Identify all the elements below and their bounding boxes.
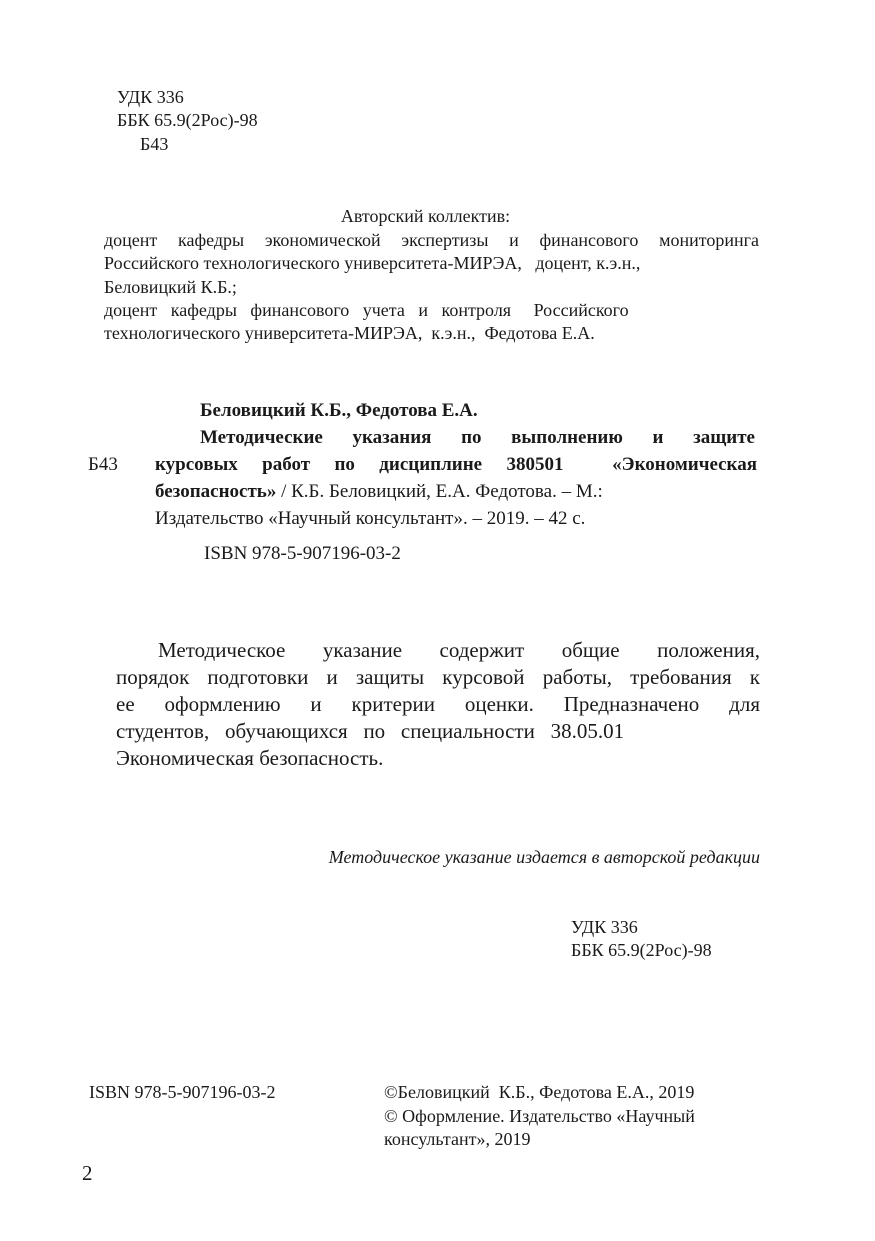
author2-line1: доцент кафедры финансового учета и контроля Российского	[104, 300, 629, 320]
annotation-line5: Экономическая безопасность.	[116, 746, 384, 770]
author-mark-code: Б43	[140, 134, 169, 154]
annotation-line1: Методическое указание содержит общие положения,	[158, 638, 760, 662]
authors-heading: Авторский коллектив:	[340, 206, 511, 226]
author1-line2: Российского технологического университета-МИРЭА, доцент, к.э.н.,	[104, 253, 641, 273]
copyright-publisher: консультант», 2019	[384, 1129, 531, 1149]
record-title-line3	[155, 480, 757, 503]
bottom-udk-code: УДК 336	[571, 917, 638, 937]
record-title-line2: курсовых работ по дисциплине 380501 «Экономическая	[155, 454, 757, 475]
record-code: Б43	[88, 454, 118, 475]
udk-code: УДК 336	[117, 87, 184, 107]
annotation-line2: порядок подготовки и защиты курсовой работы, требования к	[116, 665, 760, 689]
record-authors: Беловицкий К.Б., Федотова Е.А.	[200, 400, 478, 421]
author2-line2: технологического университета-МИРЭА, к.э.н., Федотова Е.А.	[104, 323, 595, 343]
copyright-authors: ©Беловицкий К.Б., Федотова Е.А., 2019	[384, 1082, 695, 1102]
annotation-line3: ее оформлению и критерии оценки. Предназначено для	[116, 692, 760, 716]
footer-isbn: ISBN 978-5-907196-03-2	[89, 1082, 276, 1102]
record-isbn: ISBN 978-5-907196-03-2	[204, 543, 401, 564]
author1-line3: Беловицкий К.Б.;	[104, 277, 237, 297]
bottom-bbk-code: ББК 65.9(2Рос)-98	[571, 940, 712, 960]
copyright-design: © Оформление. Издательство «Научный	[384, 1106, 695, 1126]
record-title-line4: Издательство «Научный консультант». – 2019. – 42 с.	[155, 508, 586, 529]
edition-note: Методическое указание издается в авторской редакции	[328, 847, 760, 867]
record-title-line1: Методические указания по выполнению и защите	[200, 427, 755, 448]
author1-line1: доцент кафедры экономической экспертизы и финансового мониторинга	[104, 230, 759, 250]
record-title-line3-bold: безопасность»	[155, 481, 277, 502]
bbk-code: ББК 65.9(2Рос)-98	[117, 110, 258, 130]
annotation-line4: студентов, обучающихся по специальности 38.05.01	[116, 719, 625, 743]
page-number: 2	[82, 1161, 93, 1185]
record-title-line3-rest: / К.Б. Беловицкий, Е.А. Федотова. – М.:	[276, 481, 603, 502]
